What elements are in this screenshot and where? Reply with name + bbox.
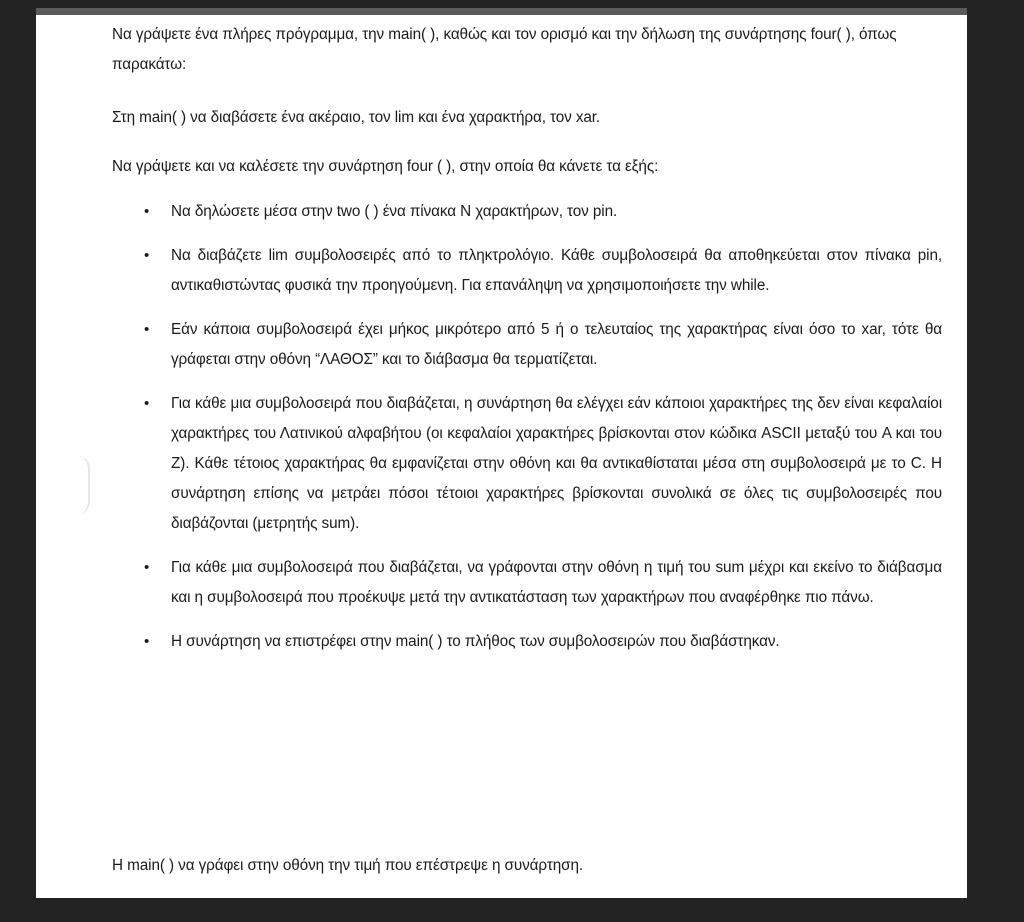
closing-paragraph: Η main( ) να γράφει στην οθόνη την τιμή που επέστρεψε η συνάρτηση. [112,857,584,874]
list-item-text: Να δηλώσετε μέσα στην two ( ) ένα πίνακα N χαρακτήρων, τον pin. [171,203,618,220]
list-item [112,553,942,613]
requirements-list [112,197,942,671]
main-read-paragraph: Στη main( ) να διαβάσετε ένα ακέραιο, τον lim και ένα χαρακτήρα, τον xar. [112,109,601,126]
bullet-icon: • [144,321,150,338]
list-item [112,241,942,301]
bullet-icon: • [144,395,150,412]
bullet-icon: • [144,203,150,220]
list-item-text: Να διαβάζετε lim συμβολοσειρές από το πληκτρολόγιο. Κάθε συμβολοσειρά θα αποθηκεύεται στον πίνακα pin, αντικαθιστώντας φυσικά την προηγούμενη. Για επανάληψη να χρησιμοποιήσετε την while. [171,247,942,294]
intro-paragraph: Να γράψετε ένα πλήρες πρόγραμμα, την main( ), καθώς και τον ορισμό και την δήλωση της συνάρτησης four( ), όπως παρακάτω: [112,26,897,73]
list-item [112,627,942,657]
list-item [112,315,942,375]
document-page [36,15,967,898]
bullet-icon: • [144,559,150,576]
list-item-text: Για κάθε μια συμβολοσειρά που διαβάζεται, να γράφονται στην οθόνη η τιμή του sum μέχρι και εκείνο το διάβασμα και η συμβολοσειρά που προέκυψε μετά την αντικατάσταση των χαρακτήρων που αναφέρθηκε πιο πάνω. [171,559,942,606]
bullet-icon: • [144,633,150,650]
list-item-text: Για κάθε μια συμβολοσειρά που διαβάζεται, η συνάρτηση θα ελέγχει εάν κάποιοι χαρακτήρες της δεν είναι κεφαλαίοι χαρακτήρες του Λατινικού αλφαβήτου (οι κεφαλαίοι χαρακτήρες βρίσκονται στον κώδικα ASCII μεταξύ του A και του Z). Κάθε τέτοιος χαρακτήρας θα εμφανίζεται στην οθόνη και θα αντικαθίσταται μέσα στη συμβολοσειρά με το C. Η συνάρτηση επίσης να μετράει πόσοι τέτοιοι χαρακτήρες βρίσκονται συνολικά σε όλες τις συμβολοσειρές που διαβάζονται (μετρητής sum). [171,395,942,532]
bullet-icon: • [144,247,150,264]
list-item [112,389,942,539]
page-artifact [76,455,90,515]
list-item [112,197,942,227]
list-item-text: Η συνάρτηση να επιστρέφει στην main( ) το πλήθος των συμβολοσειρών που διαβάστηκαν. [171,633,780,650]
list-item-text: Εάν κάποια συμβολοσειρά έχει μήκος μικρότερο από 5 ή ο τελευταίος της χαρακτήρας είναι όσο το xar, τότε θα γράφεται στην οθόνη “ΛΑΘΟΣ” και το διάβασμα θα τερματίζεται. [171,321,942,368]
top-bar [36,8,967,15]
function-intro-paragraph: Να γράψετε και να καλέσετε την συνάρτηση four ( ), στην οποία θα κάνετε τα εξής: [112,158,659,175]
